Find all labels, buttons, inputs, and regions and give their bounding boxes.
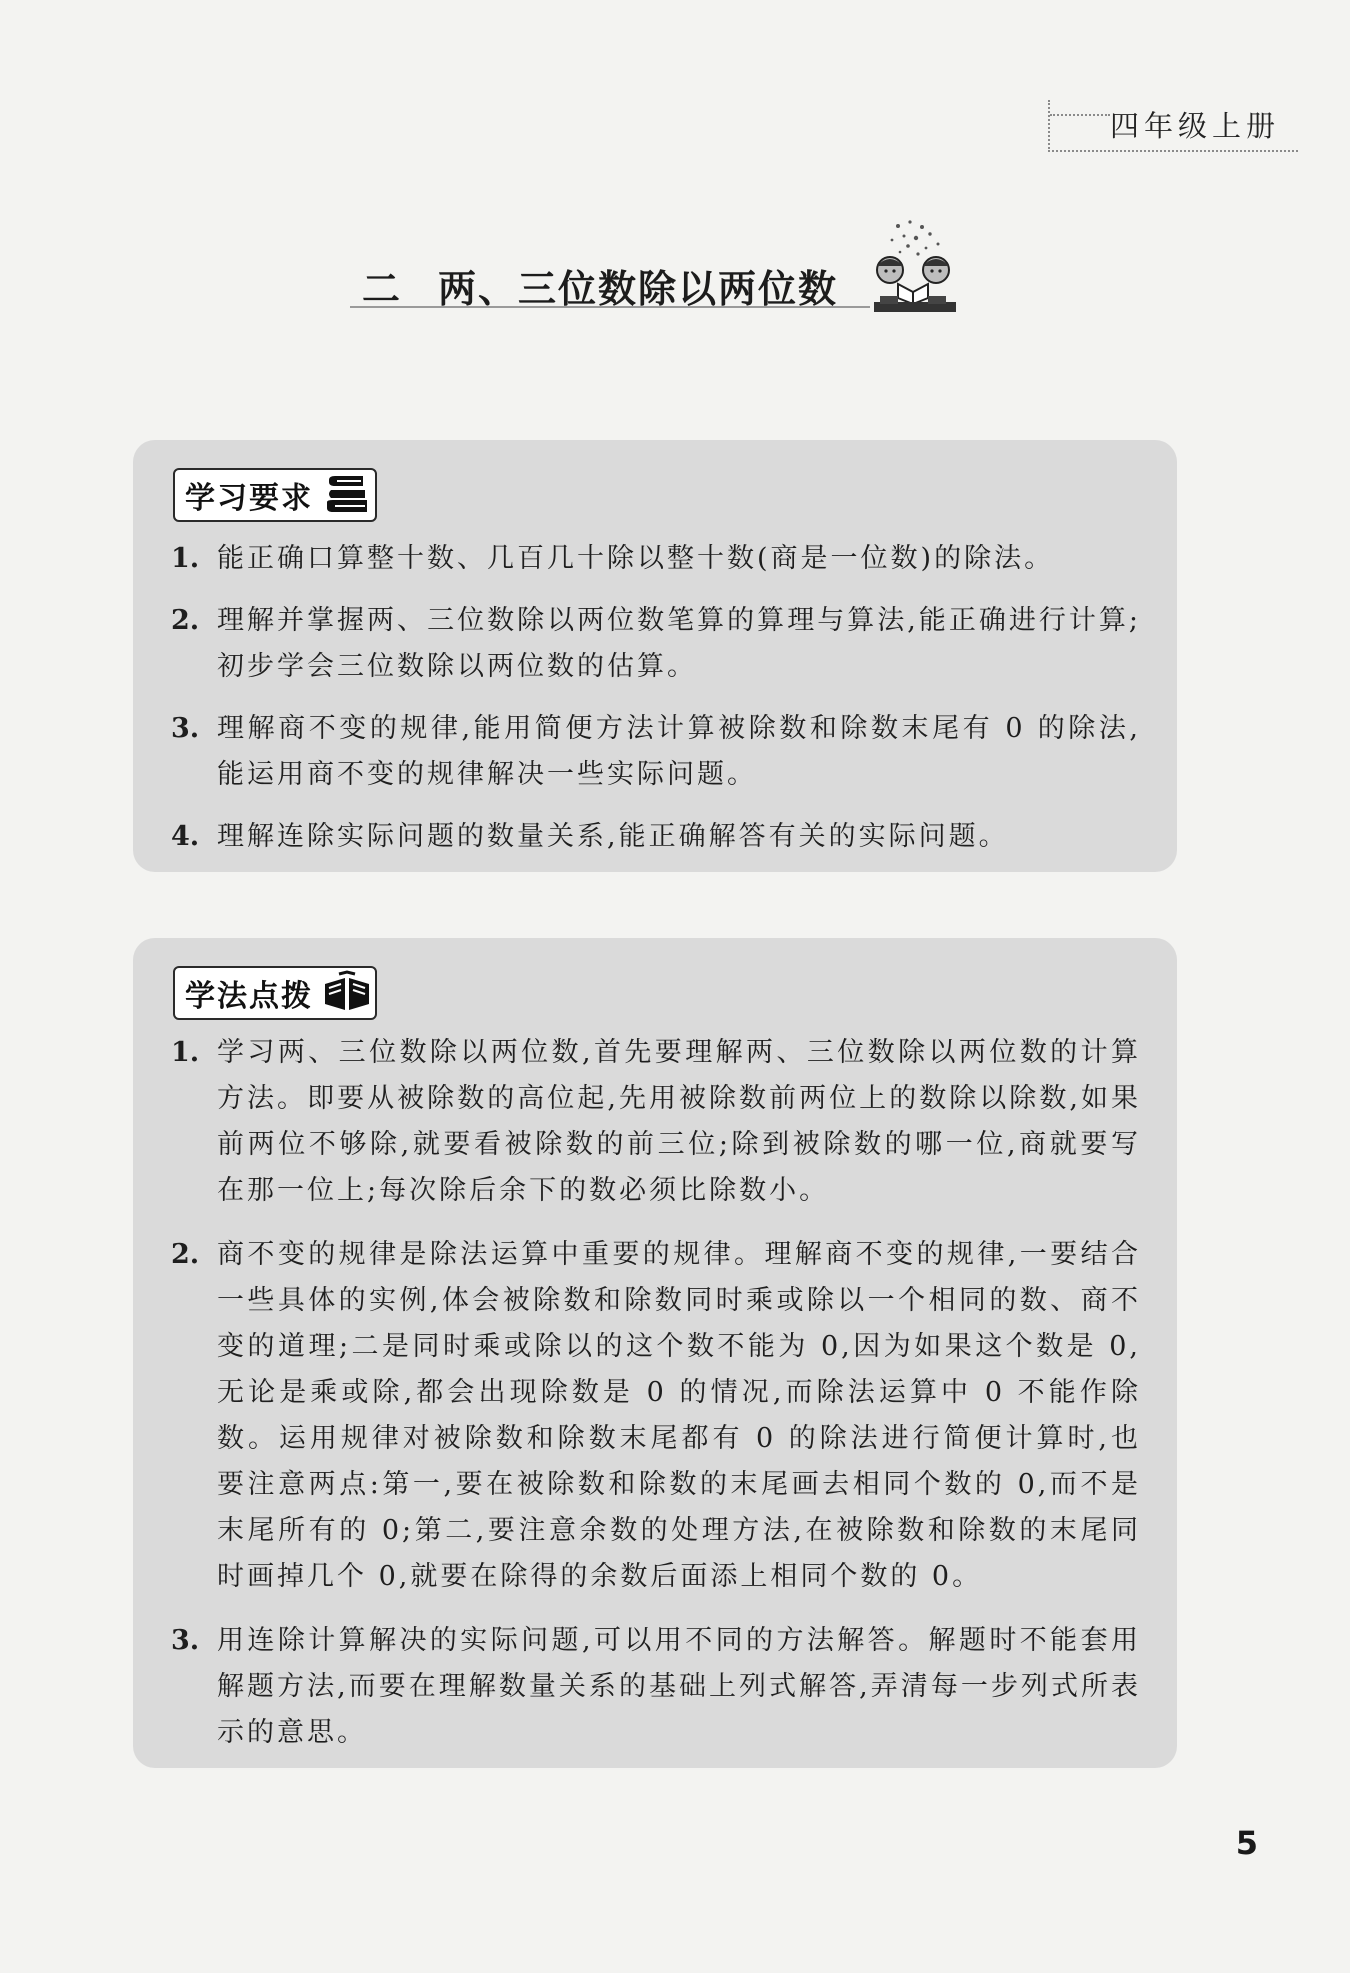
item-number: 4. — [171, 821, 200, 852]
item-text: 能正确口算整十数、几百几十除以整十数(商是一位数)的除法。 — [217, 543, 1055, 574]
tips-label — [173, 966, 377, 1020]
open-book-icon — [323, 970, 371, 1014]
learning-requirements-box — [133, 440, 1177, 872]
item-text: 理解连除实际问题的数量关系,能正确解答有关的实际问题。 — [217, 821, 1009, 852]
list-item — [171, 536, 1141, 582]
reading-children-icon — [870, 218, 960, 314]
chapter-number: 二 — [362, 267, 403, 311]
item-number: 3. — [171, 713, 200, 744]
list-item — [171, 1030, 1141, 1214]
list-item — [171, 706, 1141, 798]
item-number: 1. — [171, 543, 200, 574]
page-header — [1048, 100, 1298, 152]
item-text: 商不变的规律是除法运算中重要的规律。理解商不变的规律,一要结合一些具体的实例,体会被除数和除数同时乘或除以一个相同的数、商不变的道理;二是同时乘或除以的这个数不能为 0,因为如果这个数是 0,无论是乘或除,都会出现除数是 0 的情况,而除法运算中 0 不能作除数。运用规律对被除数和除数末尾都有 0 的除法进行简便计算时,也要注意两点:第一,要在被除数和除数的末尾画去相同个数的 0,而不是末尾所有的 0;第二,要注意余数的处理方法,在被除数和除数的末尾同时画掉几个 0,就要在除得的余数后面添上相同个数的 0。 — [217, 1239, 1141, 1592]
chapter-heading — [350, 238, 960, 318]
requirements-list — [171, 536, 1141, 876]
requirements-label — [173, 468, 377, 522]
item-text: 理解商不变的规律,能用简便方法计算被除数和除数末尾有 0 的除法,能运用商不变的规律解决一些实际问题。 — [217, 713, 1141, 790]
chapter-title — [362, 258, 838, 313]
list-item — [171, 1232, 1141, 1600]
page-number: 5 — [1235, 1824, 1258, 1862]
item-text: 理解并掌握两、三位数除以两位数笔算的算理与算法,能正确进行计算;初步学会三位数除以两位数的估算。 — [217, 605, 1141, 682]
tips-list — [171, 1030, 1141, 1774]
list-item — [171, 598, 1141, 690]
item-number: 1. — [171, 1037, 200, 1068]
item-number: 2. — [171, 1239, 200, 1270]
chapter-underline — [350, 306, 870, 308]
item-text: 用连除计算解决的实际问题,可以用不同的方法解答。解题时不能套用解题方法,而要在理解数量关系的基础上列式解答,弄清每一步列式所表示的意思。 — [217, 1625, 1141, 1748]
header-dotted-line — [1050, 114, 1110, 116]
item-text: 学习两、三位数除以两位数,首先要理解两、三位数除以两位数的计算方法。即要从被除数的高位起,先用被除数前两位上的数除以除数,如果前两位不够除,就要看被除数的前三位;除到被除数的哪一位,商就要写在那一位上;每次除后余下的数必须比除数小。 — [217, 1037, 1141, 1206]
learning-tips-box — [133, 938, 1177, 1768]
tips-label-text: 学法点拨 — [185, 979, 313, 1014]
list-item — [171, 1618, 1141, 1756]
item-number: 2. — [171, 605, 200, 636]
book-stack-icon — [323, 472, 371, 516]
list-item — [171, 814, 1141, 860]
item-number: 3. — [171, 1625, 200, 1656]
chapter-title-text: 两、三位数除以两位数 — [438, 267, 839, 311]
requirements-label-text: 学习要求 — [185, 481, 313, 516]
grade-label: 四年级上册 — [1109, 109, 1280, 143]
